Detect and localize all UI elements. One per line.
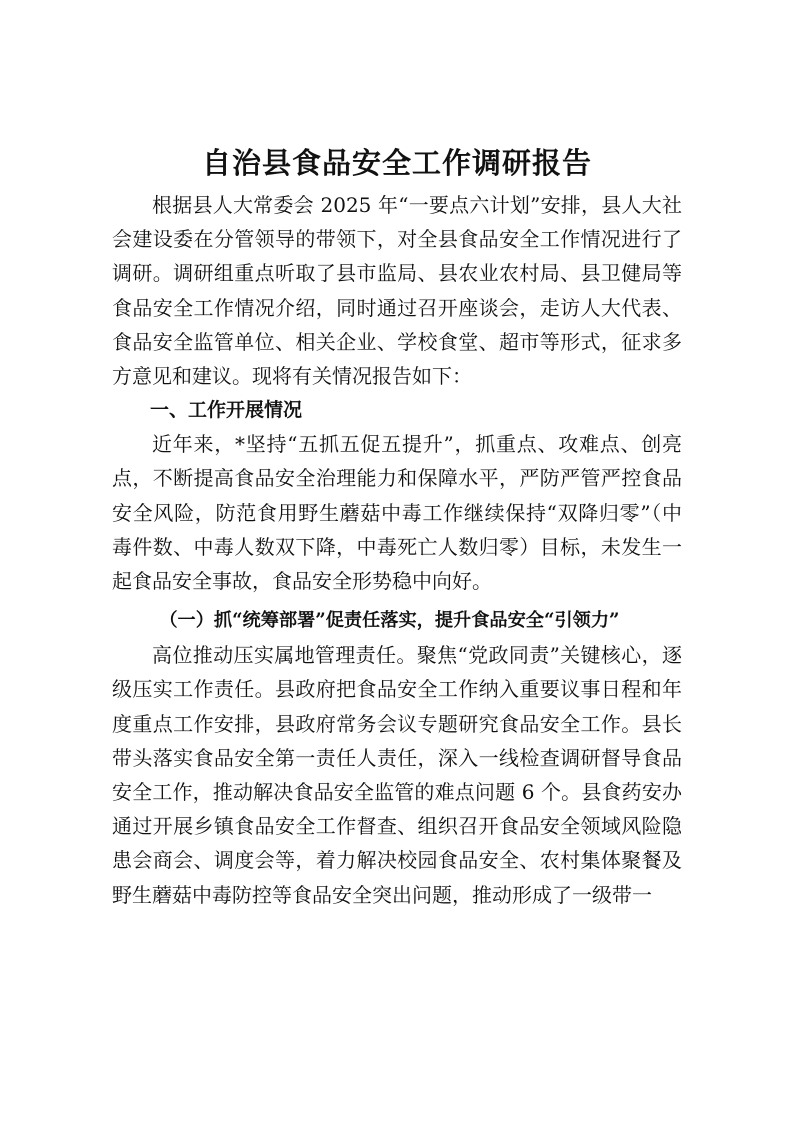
- document-page: [112, 138, 682, 912]
- document-title: 自治县食品安全工作调研报告: [201, 146, 592, 180]
- section-heading-1: 一、工作开展情况: [150, 399, 303, 422]
- subsection-1-paragraph: 高位推动压实属地管理责任。聚焦“党政同责”关键核心，逐级压实工作责任。县政府把食品安全工作纳入重要议事日程和年度重点工作安排，县政府常务会议专题研究食品安全工作。县长带头落实食品安全第一责任人责任，深入一线检查调研督导食品安全工作，推动解决食品安全监管的难点问题 6 个。县食药安办通过开展乡镇食品安全工作督查、组织召开食品安全领域风险隐患会商会、调度会等，着力解决校园食品安全、农村集体聚餐及野生蘑菇中毒防控等食品安全突出问题，推动形成了一级带一: [112, 643, 682, 907]
- intro-paragraph: 根据县人大常委会 2025 年“一要点六计划”安排，县人大社会建设委在分管领导的带领下，对全县食品安全工作情况进行了调研。调研组重点听取了县市监局、县农业农村局、县卫健局等食品安全工作情况介绍，同时通过召开座谈会，走访人大代表、食品安全监管单位、相关企业、学校食堂、超市等形式，征求多方意见和建议。现将有关情况报告如下：: [112, 193, 682, 389]
- section-1-paragraph: 近年来，*坚持“五抓五促五提升”，抓重点、攻难点、创亮点，不断提高食品安全治理能力和保障水平，严防严管严控食品安全风险，防范食用野生蘑菇中毒工作继续保持“双降归零”（中毒件数、中毒人数双下降，中毒死亡人数归零）目标，未发生一起食品安全事故，食品安全形势稳中向好。: [112, 432, 682, 594]
- subsection-heading-1: （一）抓“统筹部署”促责任落实，提升食品安全“引领力”: [159, 610, 620, 632]
